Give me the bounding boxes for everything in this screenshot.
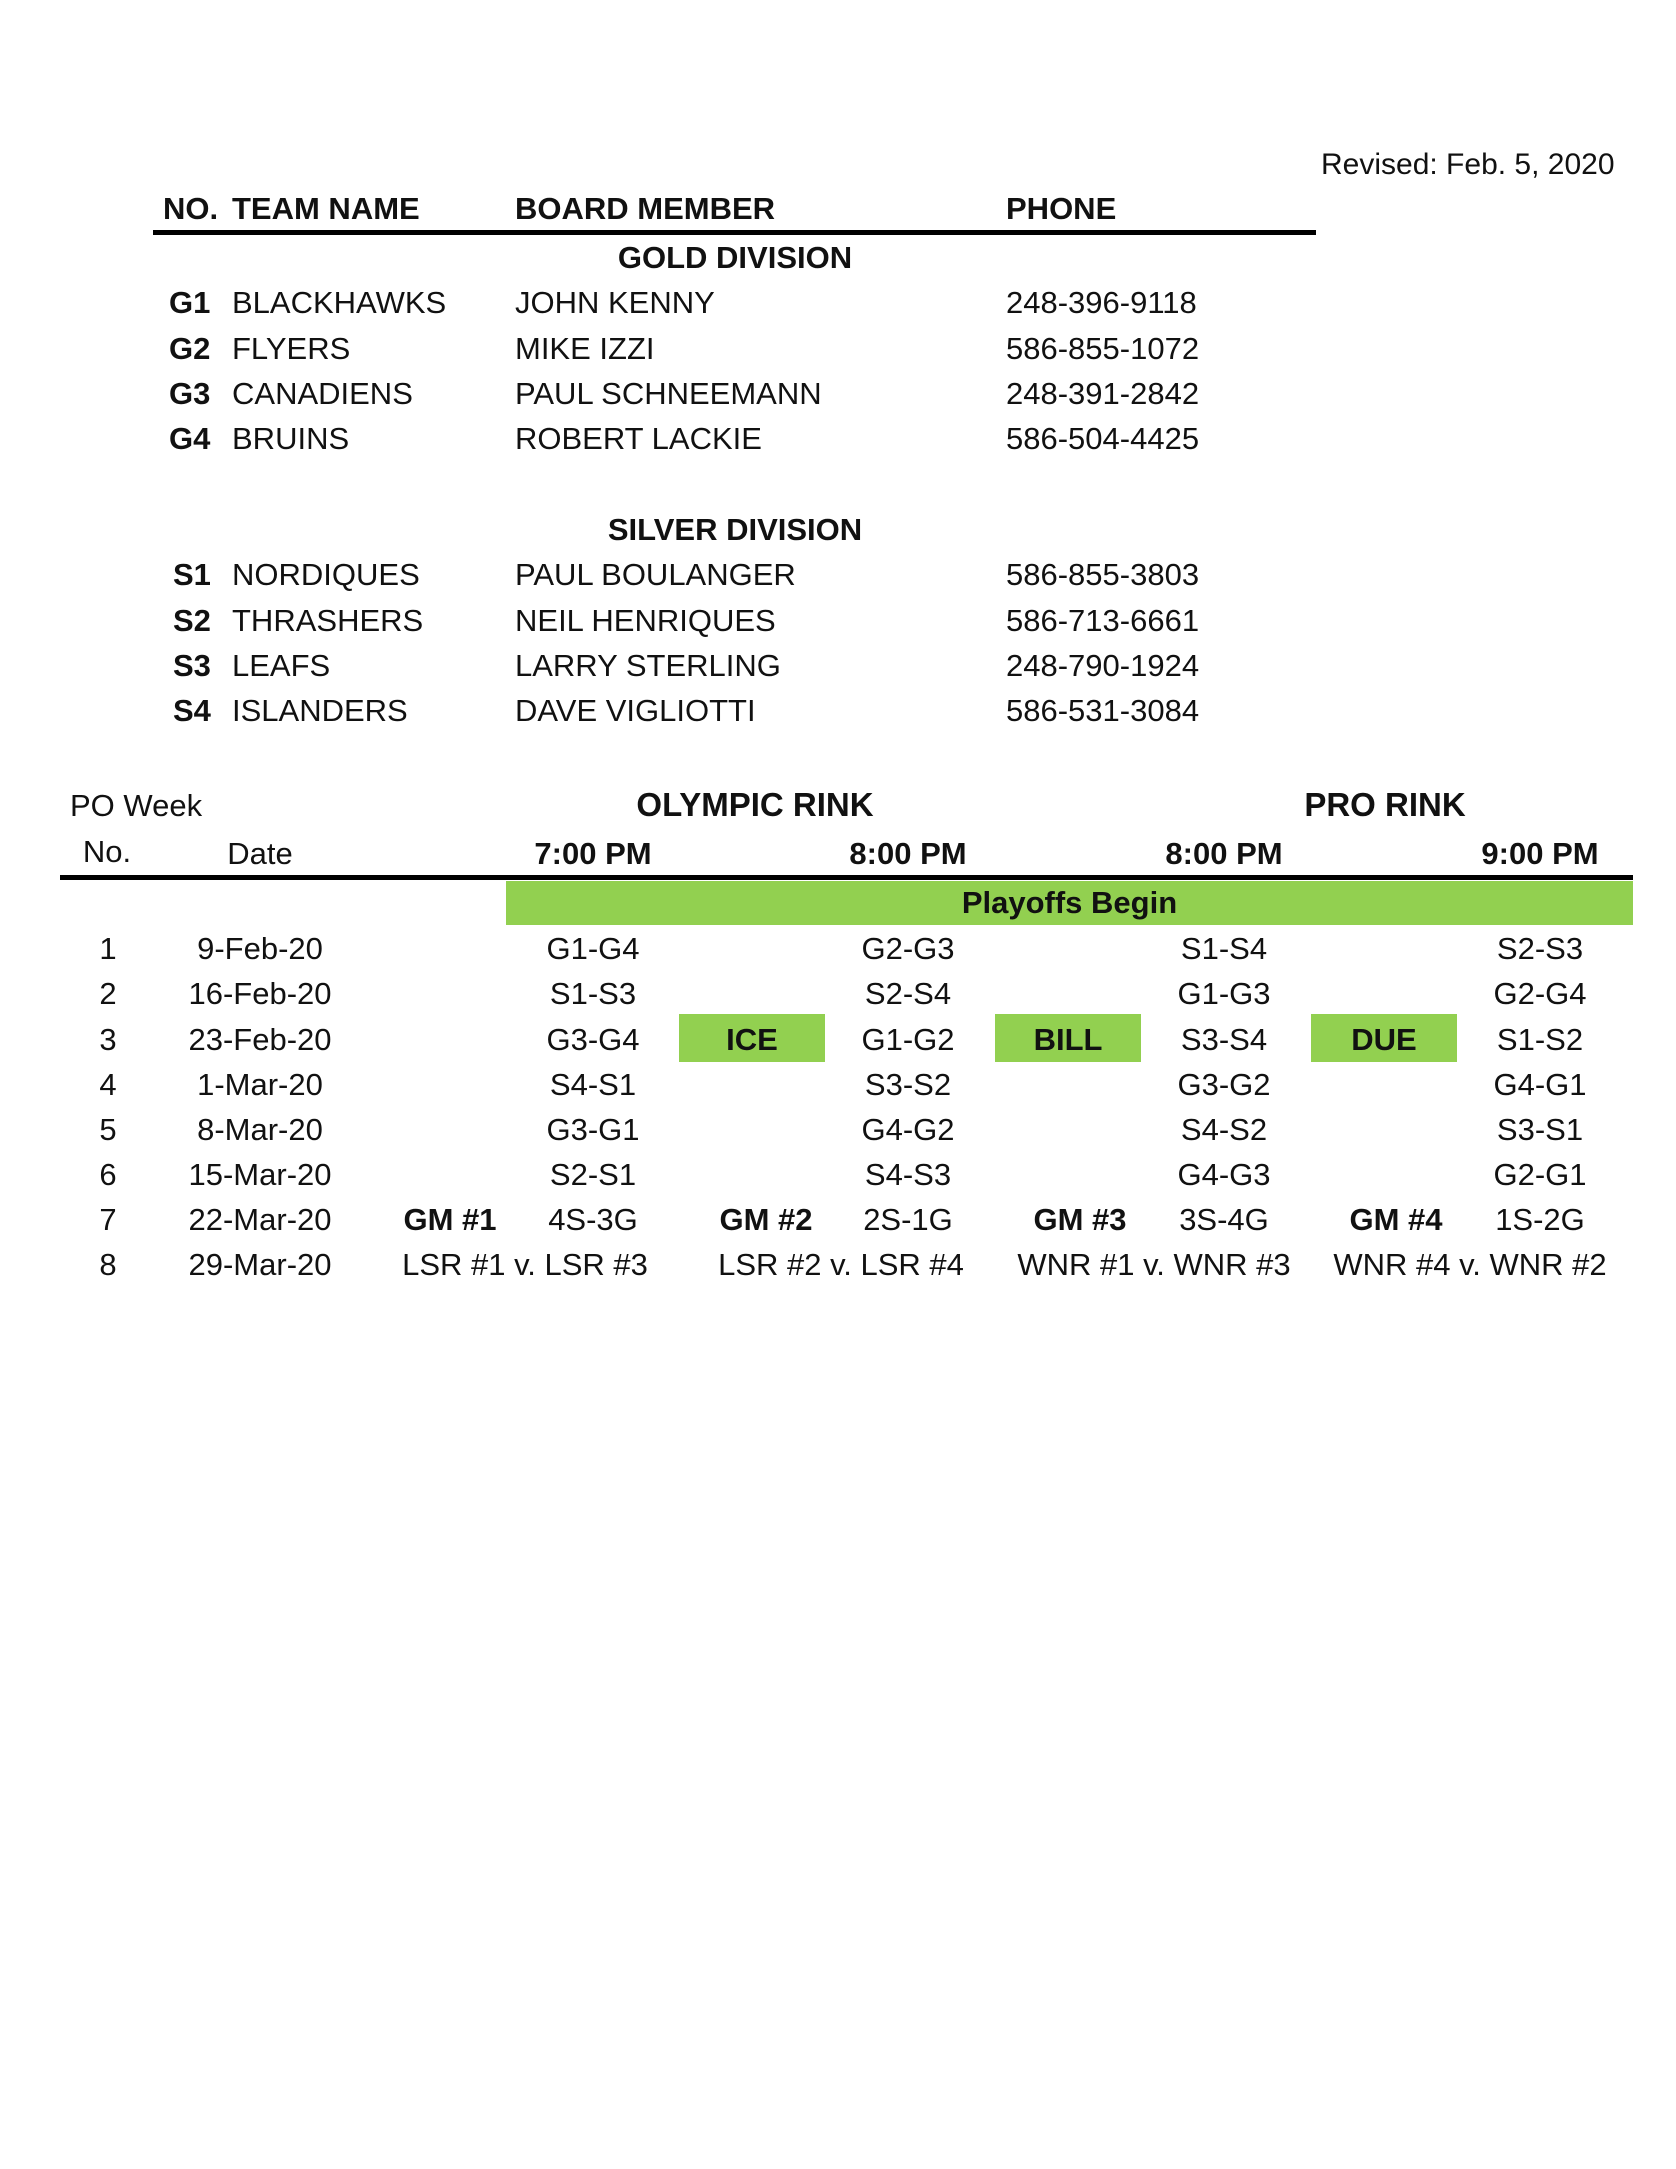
board-member: PAUL BOULANGER [515,557,796,592]
board-member: JOHN KENNY [515,285,715,320]
game-olympic-7pm: G1-G4 [546,931,640,966]
game-date: 8-Mar-20 [197,1112,323,1147]
phone: 586-504-4425 [1006,421,1200,456]
phone: 586-713-6661 [1006,603,1200,638]
phone: 248-391-2842 [1006,376,1200,411]
game-date: 22-Mar-20 [188,1202,332,1237]
phone: 586-855-1072 [1006,331,1200,366]
game-pro-9pm: G2-G1 [1493,1157,1587,1192]
due-notice: DUE [1351,1022,1417,1057]
week-number: 2 [99,976,117,1011]
game-olympic-8pm: G2-G3 [861,931,955,966]
time-header-pro-9pm: 9:00 PM [1481,836,1599,871]
po-week-label: PO Week [70,788,203,823]
board-member: ROBERT LACKIE [515,421,762,456]
silver-division-title: SILVER DIVISION [607,512,863,547]
game-pro-8pm: 3S-4G [1179,1202,1269,1237]
header-board-member: BOARD MEMBER [515,191,776,226]
header-rule [153,230,1316,235]
team-no: S2 [173,603,211,638]
game-pro-9pm: 1S-2G [1495,1202,1585,1237]
olympic-rink-title: OLYMPIC RINK [636,786,874,823]
phone: 248-790-1924 [1006,648,1200,683]
board-member: NEIL HENRIQUES [515,603,776,638]
game-olympic-7pm: S1-S3 [549,976,637,1011]
game-olympic-8pm: S4-S3 [864,1157,952,1192]
bill-notice: BILL [1033,1022,1103,1057]
game-date: 23-Feb-20 [188,1022,332,1057]
team-name: THRASHERS [232,603,424,638]
board-member: DAVE VIGLIOTTI [515,693,756,728]
team-name: NORDIQUES [232,557,420,592]
header-no: NO. [163,191,219,226]
pro-rink-title: PRO RINK [1304,786,1466,823]
team-name: BLACKHAWKS [232,285,447,320]
game-pro-8pm: S3-S4 [1180,1022,1268,1057]
team-name: FLYERS [232,331,351,366]
game-pro-9pm: WNR #4 v. WNR #2 [1333,1247,1607,1282]
week-number: 3 [99,1022,117,1057]
game-label-4: GM #4 [1349,1202,1443,1237]
week-number: 1 [99,931,117,966]
week-number: 4 [99,1067,117,1102]
team-name: LEAFS [232,648,331,683]
game-olympic-8pm: LSR #2 v. LSR #4 [718,1247,964,1282]
game-olympic-8pm: S3-S2 [864,1067,952,1102]
game-pro-8pm: S4-S2 [1180,1112,1268,1147]
revised-date: Revised: Feb. 5, 2020 [1321,148,1615,181]
team-no: S4 [173,693,211,728]
gold-division-title: GOLD DIVISION [617,240,853,275]
game-pro-9pm: S3-S1 [1496,1112,1584,1147]
game-label-1: GM #1 [403,1202,497,1237]
phone: 248-396-9118 [1006,285,1197,320]
game-pro-9pm: G2-G4 [1493,976,1587,1011]
team-name: BRUINS [232,421,350,456]
board-member: MIKE IZZI [515,331,655,366]
game-date: 29-Mar-20 [188,1247,332,1282]
team-name: ISLANDERS [232,693,408,728]
team-no: G4 [169,421,211,456]
ice-notice: ICE [726,1022,778,1057]
game-olympic-8pm: G1-G2 [861,1022,955,1057]
team-no: S1 [173,557,211,592]
game-olympic-7pm: G3-G4 [546,1022,640,1057]
time-header-olympic-7pm: 7:00 PM [534,836,652,871]
time-header-olympic-8pm: 8:00 PM [849,836,967,871]
game-date: 15-Mar-20 [188,1157,332,1192]
game-olympic-8pm: G4-G2 [861,1112,955,1147]
game-olympic-7pm: LSR #1 v. LSR #3 [402,1247,648,1282]
header-phone: PHONE [1006,191,1117,226]
game-pro-8pm: G4-G3 [1177,1157,1271,1192]
team-no: G3 [169,376,211,411]
team-no: S3 [173,648,211,683]
week-number: 7 [99,1202,117,1237]
time-header-pro-8pm: 8:00 PM [1165,836,1283,871]
week-number: 6 [99,1157,117,1192]
game-date: 16-Feb-20 [188,976,332,1011]
phone: 586-531-3084 [1006,693,1200,728]
week-no-header: No. [82,834,132,869]
game-pro-8pm: G1-G3 [1177,976,1271,1011]
game-date: 1-Mar-20 [197,1067,323,1102]
game-pro-9pm: S2-S3 [1496,931,1584,966]
game-olympic-7pm: S4-S1 [549,1067,637,1102]
team-name: CANADIENS [232,376,413,411]
date-header: Date [227,836,293,871]
game-pro-9pm: G4-G1 [1493,1067,1587,1102]
game-olympic-8pm: S2-S4 [864,976,952,1011]
game-pro-8pm: WNR #1 v. WNR #3 [1017,1247,1291,1282]
game-label-2: GM #2 [719,1202,813,1237]
playoffs-banner-label: Playoffs Begin [961,885,1178,920]
game-pro-9pm: S1-S2 [1496,1022,1584,1057]
game-date: 9-Feb-20 [197,931,323,966]
schedule-header-rule [60,875,1633,880]
game-pro-8pm: S1-S4 [1180,931,1268,966]
team-no: G1 [169,285,211,320]
game-olympic-7pm: S2-S1 [549,1157,637,1192]
game-label-3: GM #3 [1033,1202,1127,1237]
week-number: 8 [99,1247,117,1282]
phone: 586-855-3803 [1006,557,1200,592]
team-no: G2 [169,331,211,366]
week-number: 5 [99,1112,117,1147]
board-member: LARRY STERLING [515,648,781,683]
game-olympic-8pm: 2S-1G [863,1202,953,1237]
game-pro-8pm: G3-G2 [1177,1067,1271,1102]
board-member: PAUL SCHNEEMANN [515,376,822,411]
header-team-name: TEAM NAME [232,191,420,226]
game-olympic-7pm: G3-G1 [546,1112,640,1147]
game-olympic-7pm: 4S-3G [548,1202,638,1237]
